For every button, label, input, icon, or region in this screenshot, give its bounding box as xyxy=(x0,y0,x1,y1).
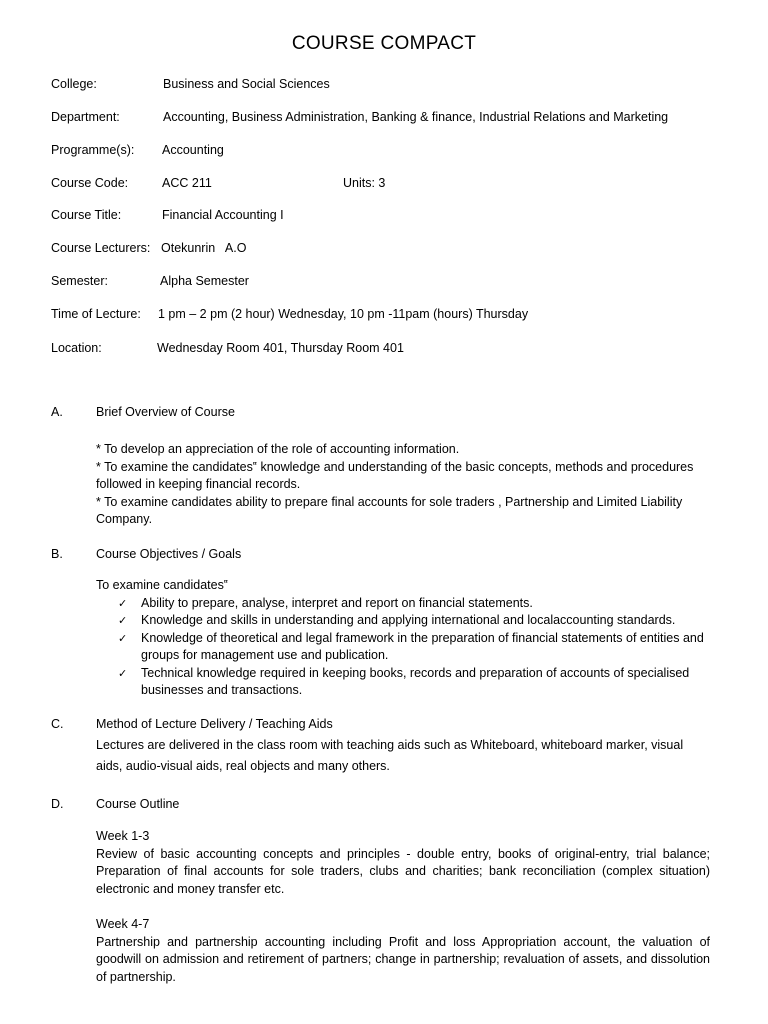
objective-text: Technical knowledge required in keeping books, records and preparation of accounts of specialised businesses and transactions. xyxy=(141,665,690,697)
objective-text: Knowledge and skills in understanding and applying international and localaccounting standards. xyxy=(141,613,676,627)
section-b-heading: Course Objectives / Goals xyxy=(96,547,242,561)
programme-label: Programme(s): xyxy=(51,143,135,157)
section-d-heading: Course Outline xyxy=(96,797,180,811)
section-b-letter: B. xyxy=(51,547,63,561)
section-c-body: Lectures are delivered in the class room with teaching aids such as Whiteboard, whiteboard marker, visual aids, audio-visual aids, real objects and many others. xyxy=(96,738,684,773)
section-c-letter: C. xyxy=(51,717,64,731)
checkmark-icon: ✓ xyxy=(118,666,128,680)
section-a-letter: A. xyxy=(51,405,63,419)
location-label: Location: xyxy=(51,341,102,355)
section-a-heading: Brief Overview of Course xyxy=(96,405,235,419)
week-text: Review of basic accounting concepts and principles - double entry, books of original-entry, trial balance; Preparation of final accounts for sole traders, clubs and charities; bank reconciliation (complex situation) electronic and money transfer etc. xyxy=(96,846,710,896)
semester-label: Semester: xyxy=(51,274,108,288)
course-code-label: Course Code: xyxy=(51,176,129,190)
course-title-value: Financial Accounting I xyxy=(162,208,284,222)
checkmark-icon: ✓ xyxy=(118,631,128,645)
college-label: College: xyxy=(51,77,97,91)
units-value: Units: 3 xyxy=(343,176,386,190)
overview-line: * To examine candidates ability to prepare final accounts for sole traders , Partnership and Limited Liability Company. xyxy=(96,494,683,526)
objectives-intro: To examine candidates‟ xyxy=(96,578,229,592)
document-title: COURSE COMPACT xyxy=(291,33,477,54)
objective-item xyxy=(96,595,710,613)
semester-value: Alpha Semester xyxy=(160,274,249,288)
week-label: Week 1-3 xyxy=(96,829,150,843)
course-title-label: Course Title: xyxy=(51,208,122,222)
section-c-heading: Method of Lecture Delivery / Teaching Aids xyxy=(96,717,333,731)
objective-item xyxy=(96,612,710,630)
time-label: Time of Lecture: xyxy=(51,307,141,321)
objective-text: Ability to prepare, analyse, interpret and report on financial statements. xyxy=(141,595,533,610)
week-block xyxy=(96,916,710,986)
overview-line: * To develop an appreciation of the role of accounting information. xyxy=(96,442,460,456)
programme-value: Accounting xyxy=(162,143,224,157)
lecturers-label: Course Lecturers: xyxy=(51,241,151,255)
checkmark-icon: ✓ xyxy=(118,596,128,610)
department-label: Department: xyxy=(51,110,120,124)
objective-item xyxy=(96,665,710,700)
objective-item xyxy=(96,630,710,665)
week-text: Partnership and partnership accounting including Profit and loss Appropriation account, the valuation of goodwill on admission and retirement of partners; change in partnership; revaluation of assets, and dissolution of partnership. xyxy=(96,934,710,984)
section-d-letter: D. xyxy=(51,797,64,811)
time-value: 1 pm – 2 pm (2 hour) Wednesday, 10 pm -11pam (hours) Thursday xyxy=(158,307,529,321)
department-value: Accounting, Business Administration, Banking & finance, Industrial Relations and Marketing xyxy=(163,110,669,124)
week-label: Week 4-7 xyxy=(96,917,150,931)
objective-text: Knowledge of theoretical and legal framework in the preparation of financial statements of entities and groups for management use and publication. xyxy=(141,630,704,662)
lecturers-value: Otekunrin A.O xyxy=(161,241,247,255)
college-value: Business and Social Sciences xyxy=(163,77,330,91)
course-code-value: ACC 211 xyxy=(162,176,212,190)
objectives-list xyxy=(96,577,710,700)
checkmark-icon: ✓ xyxy=(118,614,128,627)
overview-line: * To examine the candidates‟ knowledge and understanding of the basic concepts, methods and procedures followed in keeping financial records. xyxy=(96,459,694,491)
week-block xyxy=(96,828,710,898)
location-value: Wednesday Room 401, Thursday Room 401 xyxy=(157,341,404,355)
section-a-body xyxy=(96,441,710,529)
